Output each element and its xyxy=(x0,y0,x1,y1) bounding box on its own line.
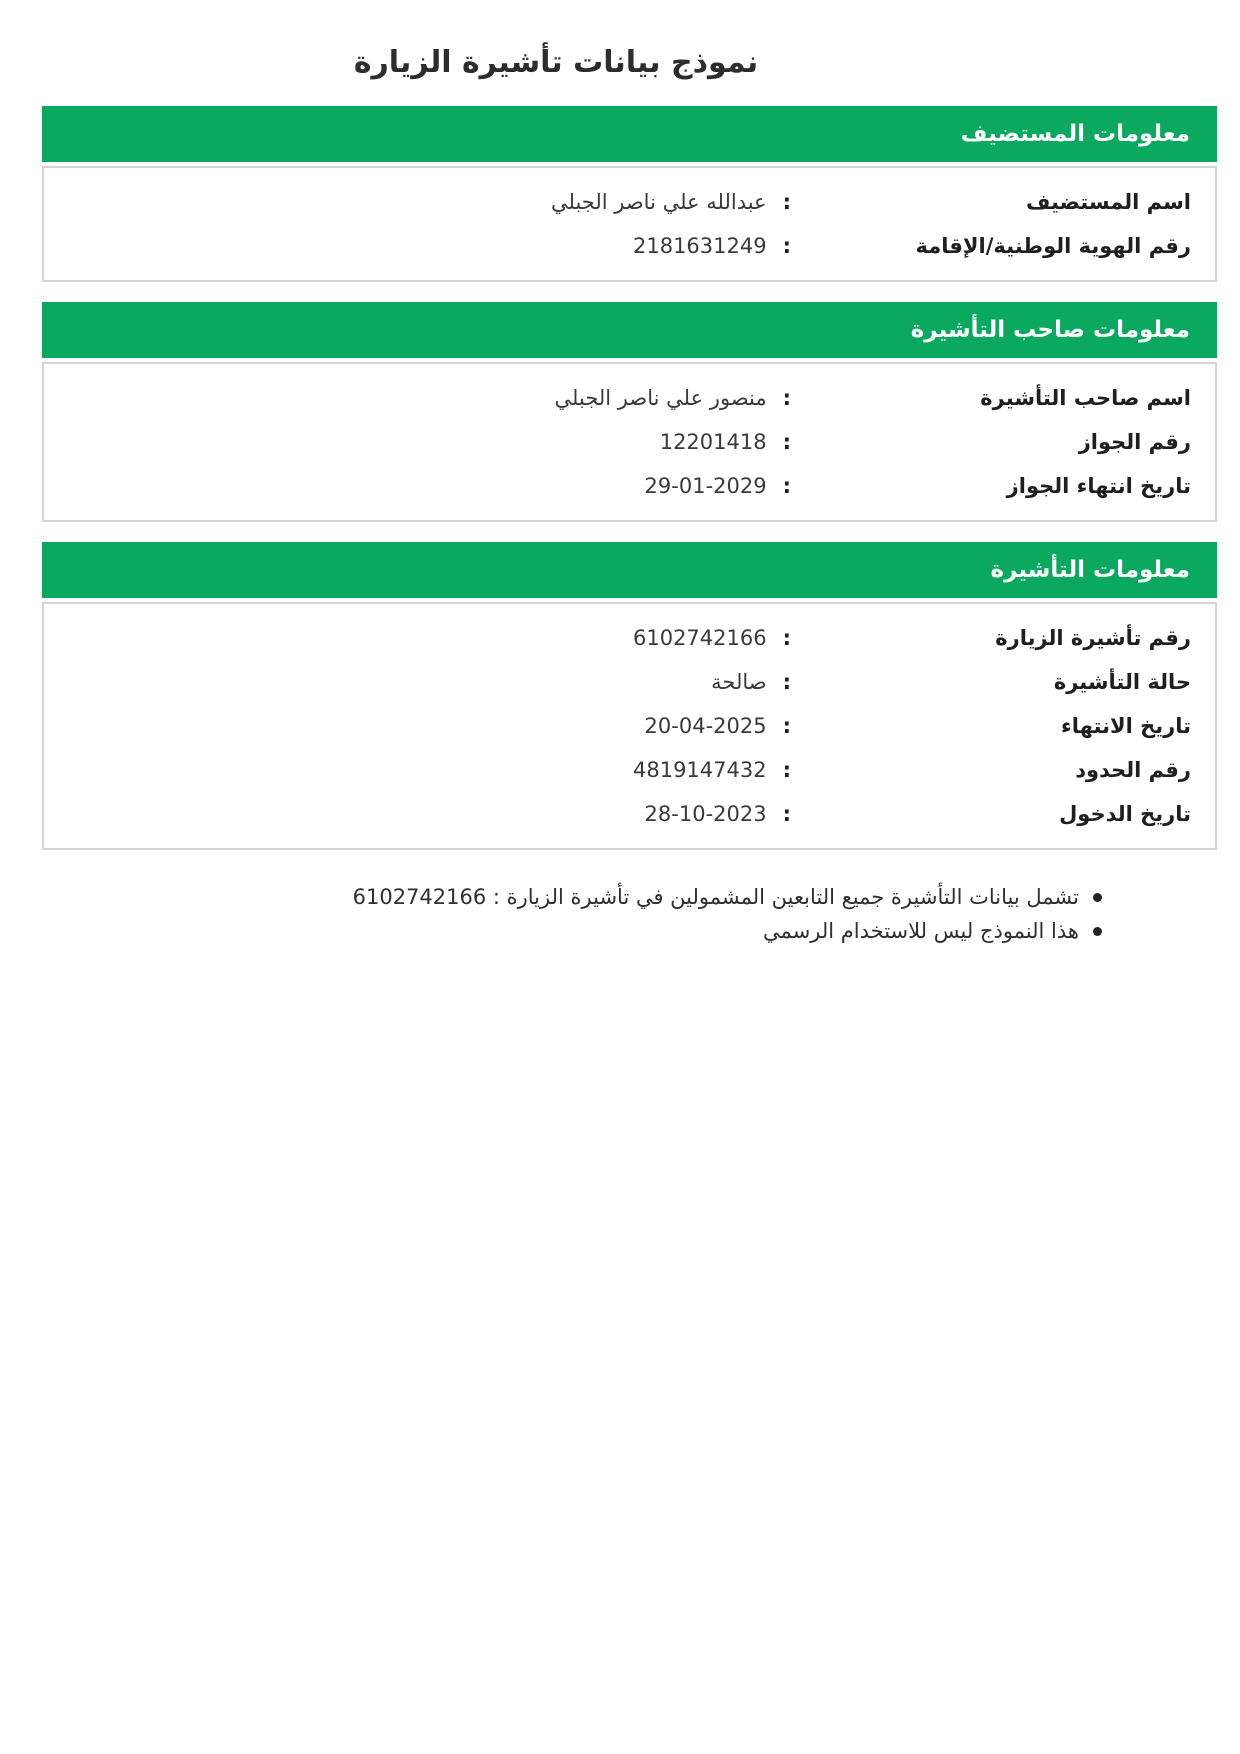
section-box-visa-holder xyxy=(42,362,1217,522)
field-row-border-number xyxy=(68,748,1191,792)
note-item-dependents xyxy=(42,880,1102,914)
field-label: تاريخ انتهاء الجواز xyxy=(1006,474,1191,498)
page-title: نموذج بيانات تأشيرة الزيارة xyxy=(353,45,759,80)
field-label: اسم صاحب التأشيرة xyxy=(980,386,1191,410)
field-label: رقم تأشيرة الزيارة xyxy=(995,626,1191,650)
colon-separator: : xyxy=(782,714,791,738)
section-header-visa-holder-label: معلومات صاحب التأشيرة xyxy=(910,317,1190,343)
colon-separator: : xyxy=(782,802,791,826)
field-row-host-name xyxy=(68,180,1191,224)
field-value: 28-10-2023 xyxy=(644,802,767,826)
field-label: حالة التأشيرة xyxy=(1053,670,1191,694)
field-value: 20-04-2025 xyxy=(644,714,767,738)
field-label: تاريخ الدخول xyxy=(1059,802,1191,826)
section-header-host xyxy=(42,106,1217,162)
field-value: 29-01-2029 xyxy=(644,474,767,498)
section-header-visa xyxy=(42,542,1217,598)
bullet-icon xyxy=(1093,893,1102,902)
field-value: 2181631249 xyxy=(632,234,767,258)
bullet-icon xyxy=(1093,927,1102,936)
field-row-visa-status xyxy=(68,660,1191,704)
field-row-visa-expiry-date xyxy=(68,704,1191,748)
field-label: رقم الجواز xyxy=(1078,430,1191,454)
field-value: 12201418 xyxy=(659,430,767,454)
section-box-visa xyxy=(42,602,1217,850)
notes-list xyxy=(42,880,1217,948)
note-text: تشمل بيانات التأشيرة جميع التابعين المشمولين في تأشيرة الزيارة : 6102742166 xyxy=(352,885,1079,909)
colon-separator: : xyxy=(782,190,791,214)
colon-separator: : xyxy=(782,626,791,650)
field-label: رقم الحدود xyxy=(1075,758,1191,782)
note-item-not-official xyxy=(42,914,1102,948)
field-row-host-national-id xyxy=(68,224,1191,268)
page-content xyxy=(42,40,1217,948)
colon-separator: : xyxy=(782,474,791,498)
section-box-host xyxy=(42,166,1217,282)
section-header-visa-holder xyxy=(42,302,1217,358)
field-value: 4819147432 xyxy=(632,758,767,782)
field-label: تاريخ الانتهاء xyxy=(1061,714,1191,738)
field-value: عبدالله علي ناصر الجبلي xyxy=(551,190,767,214)
note-text: هذا النموذج ليس للاستخدام الرسمي xyxy=(763,919,1079,943)
colon-separator: : xyxy=(782,670,791,694)
colon-separator: : xyxy=(782,430,791,454)
field-row-visit-visa-number xyxy=(68,616,1191,660)
field-value: صالحة xyxy=(711,670,767,694)
field-row-passport-expiry xyxy=(68,464,1191,508)
colon-separator: : xyxy=(782,386,791,410)
section-header-visa-label: معلومات التأشيرة xyxy=(990,557,1190,583)
field-row-holder-name xyxy=(68,376,1191,420)
field-value: منصور علي ناصر الجبلي xyxy=(554,386,767,410)
field-row-entry-date xyxy=(68,792,1191,836)
colon-separator: : xyxy=(782,234,791,258)
field-label: اسم المستضيف xyxy=(1025,190,1191,214)
field-value: 6102742166 xyxy=(632,626,767,650)
field-row-passport-number xyxy=(68,420,1191,464)
field-label: رقم الهوية الوطنية/الإقامة xyxy=(915,234,1191,258)
colon-separator: : xyxy=(782,758,791,782)
section-header-host-label: معلومات المستضيف xyxy=(960,121,1190,147)
